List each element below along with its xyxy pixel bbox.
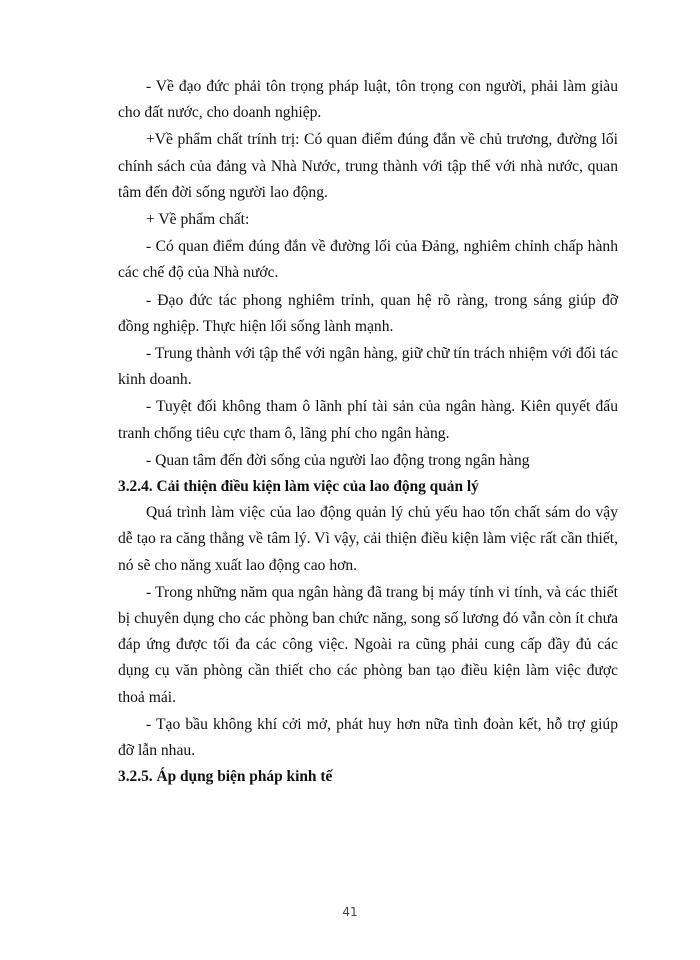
page-number: 41 bbox=[342, 905, 358, 919]
section-heading-3-2-5: 3.2.5. Áp dụng biện pháp kinh tế bbox=[118, 768, 333, 786]
paragraph-atmosphere: - Tạo bầu không khí cởi mở, phát huy hơn nữa tình đoàn kết, hỗ trợ giúp đỡ lẫn nhau. bbox=[118, 715, 618, 760]
paragraph-loyalty: - Trung thành với tập thể với ngân hàng, giữ chữ tín trách nhiệm với đối tác kinh doanh. bbox=[118, 345, 618, 389]
paragraph-political-quality: +Về phẩm chất trính trị: Có quan điểm đúng đắn về chủ trương, đường lối chính sách của đảng và Nhà Nước, trung thành với tập thể với nhà nước, quan tâm đến đời sống người lao động. bbox=[118, 131, 618, 201]
paragraph-work-process: Quá trình làm việc của lao động quản lý chủ yếu hao tốn chất sám do vậy dễ tạo ra căng thẳng về tâm lý. Vì vậy, cải thiện điều kiện làm việc rất cần thiết, nó sẽ cho năng xuất lao động cao hơn. bbox=[118, 504, 618, 574]
section-heading-3-2-4: 3.2.4. Cải thiện điều kiện làm việc của lao động quản lý bbox=[118, 478, 479, 496]
paragraph-anti-corruption: - Tuyệt đối không tham ô lãnh phí tài sản của ngân hàng. Kiên quyết đấu tranh chống tiêu cực tham ô, lãng phí cho ngân hàng. bbox=[118, 398, 618, 442]
paragraph-work-style: - Đạo đức tác phong nghiêm trỉnh, quan hệ rõ ràng, trong sáng giúp đỡ đồng nghiệp. Thực hiện lối sống lành mạnh. bbox=[118, 291, 618, 335]
paragraph-ethics: - Về đạo đức phải tôn trọng pháp luật, tôn trọng con người, phải làm giàu cho đất nước, cho doanh nghiệp. bbox=[118, 78, 618, 122]
paragraph-party-guidelines: - Có quan điểm đúng đắn về đường lối của Đảng, nghiêm chỉnh chấp hành các chế độ của Nhà nước. bbox=[118, 238, 618, 282]
paragraph-equipment: - Trong những năm qua ngân hàng đã trang bị máy tính vi tính, và các thiết bị chuyên dụng cho các phòng ban chức năng, song số lương đó vẫn còn ít chưa đáp ứng được tối đa các công việc. Ngoài ra cũng phải cung cấp đầy đủ các dụng cụ văn phòng cần thiết cho các phòng ban tạo điều kiện làm việc được thoả mái. bbox=[118, 583, 618, 706]
paragraph-worker-welfare: - Quan tâm đến đời sống của người lao động trong ngân hàng bbox=[146, 451, 530, 469]
paragraph-quality-heading: + Về phẩm chất: bbox=[146, 211, 250, 229]
page-content bbox=[118, 74, 618, 790]
